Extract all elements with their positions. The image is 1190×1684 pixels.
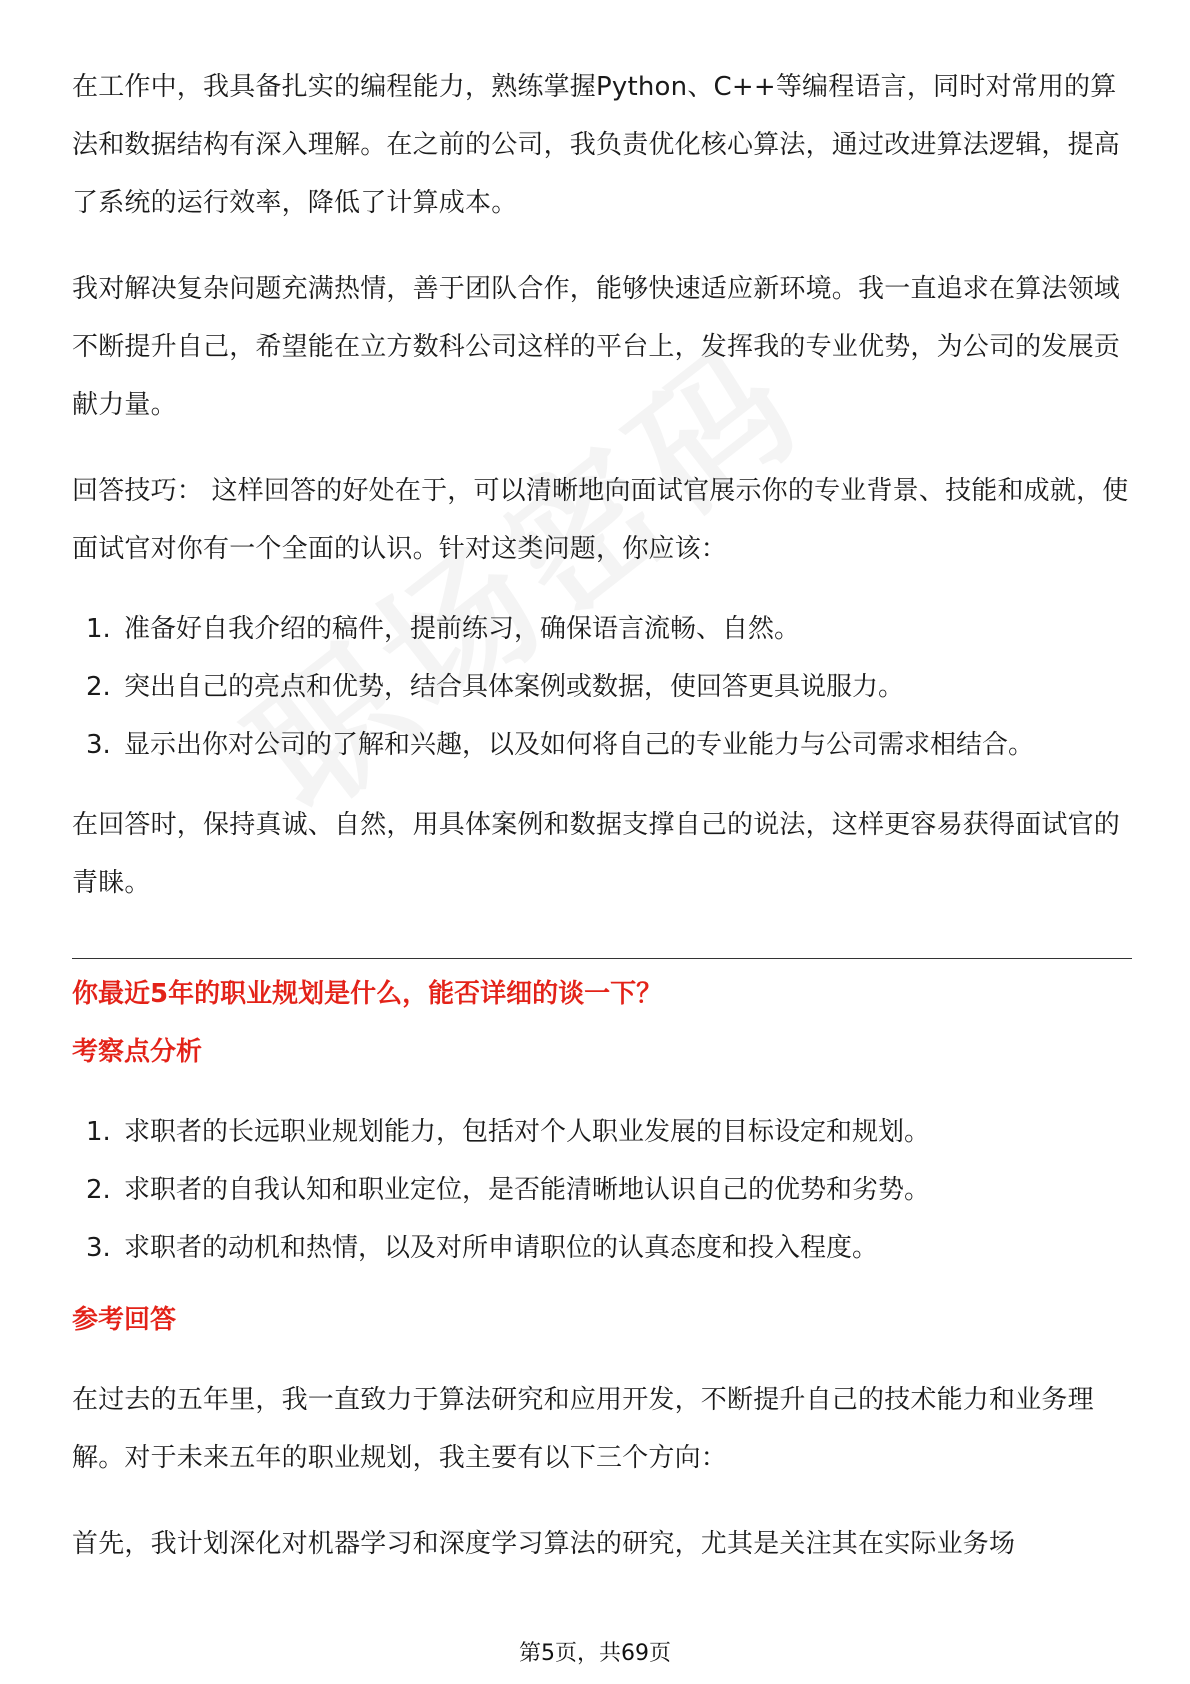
list-item-number: 2. (86, 1175, 111, 1205)
list-item (72, 658, 1132, 716)
page-number-footer: 第5页，共69页 (519, 1641, 671, 1666)
list-item-number: 1. (86, 614, 111, 644)
intro-paragraph-3: 回答技巧： 这样回答的好处在于，可以清晰地向面试官展示你的专业背景、技能和成就，使面试官对你有一个全面的认识。针对这类问题，你应该： (72, 476, 1129, 564)
question-title: 你最近5年的职业规划是什么，能否详细的谈一下？ (72, 979, 663, 1009)
list-item-text: 准备好自我介绍的稿件，提前练习，确保语言流畅、自然。 (124, 614, 801, 644)
list-item-number: 3. (86, 1233, 111, 1263)
list-item-number: 3. (86, 730, 111, 760)
list-item (72, 1161, 1132, 1219)
list-item-text: 显示出你对公司的了解和兴趣，以及如何将自己的专业能力与公司需求相结合。 (124, 730, 1035, 760)
intro-paragraph-2: 我对解决复杂问题充满热情，善于团队合作，能够快速适应新环境。我一直追求在算法领域不断提升自己，希望能在立方数科公司这样的平台上，发挥我的专业优势，为公司的发展贡献力量。 (72, 274, 1121, 420)
list-item (72, 600, 1132, 658)
closing-paragraph: 在回答时，保持真诚、自然，用具体案例和数据支撑自己的说法，这样更容易获得面试官的青睐。 (72, 810, 1121, 898)
list-item-text: 突出自己的亮点和优势，结合具体案例或数据，使回答更具说服力。 (124, 672, 905, 702)
list-item (72, 716, 1132, 774)
answer-paragraph-1: 在过去的五年里，我一直致力于算法研究和应用开发，不断提升自己的技术能力和业务理解。对于未来五年的职业规划，我主要有以下三个方向： (72, 1385, 1094, 1473)
answer-heading: 参考回答 (72, 1305, 177, 1335)
intro-paragraph-1: 在工作中，我具备扎实的编程能力，熟练掌握Python、C++等编程语言，同时对常用的算法和数据结构有深入理解。在之前的公司，我负责优化核心算法，通过改进算法逻辑，提高了系统的运行效率，降低了计算成本。 (72, 72, 1121, 218)
list-item-number: 1. (86, 1117, 111, 1147)
page-content (72, 58, 1132, 1573)
answer-paragraph-2: 首先，我计划深化对机器学习和深度学习算法的研究，尤其是关注其在实际业务场 (72, 1529, 1016, 1559)
list-item (72, 1219, 1132, 1277)
list-item-text: 求职者的自我认知和职业定位，是否能清晰地认识自己的优势和劣势。 (124, 1175, 931, 1205)
analysis-heading: 考察点分析 (72, 1037, 203, 1067)
list-item-text: 求职者的长远职业规划能力，包括对个人职业发展的目标设定和规划。 (124, 1117, 931, 1147)
analysis-list (72, 1103, 1132, 1277)
list-item (72, 1103, 1132, 1161)
list-item-number: 2. (86, 672, 111, 702)
list-item-text: 求职者的动机和热情，以及对所申请职位的认真态度和投入程度。 (124, 1233, 879, 1263)
tips-list (72, 600, 1132, 774)
